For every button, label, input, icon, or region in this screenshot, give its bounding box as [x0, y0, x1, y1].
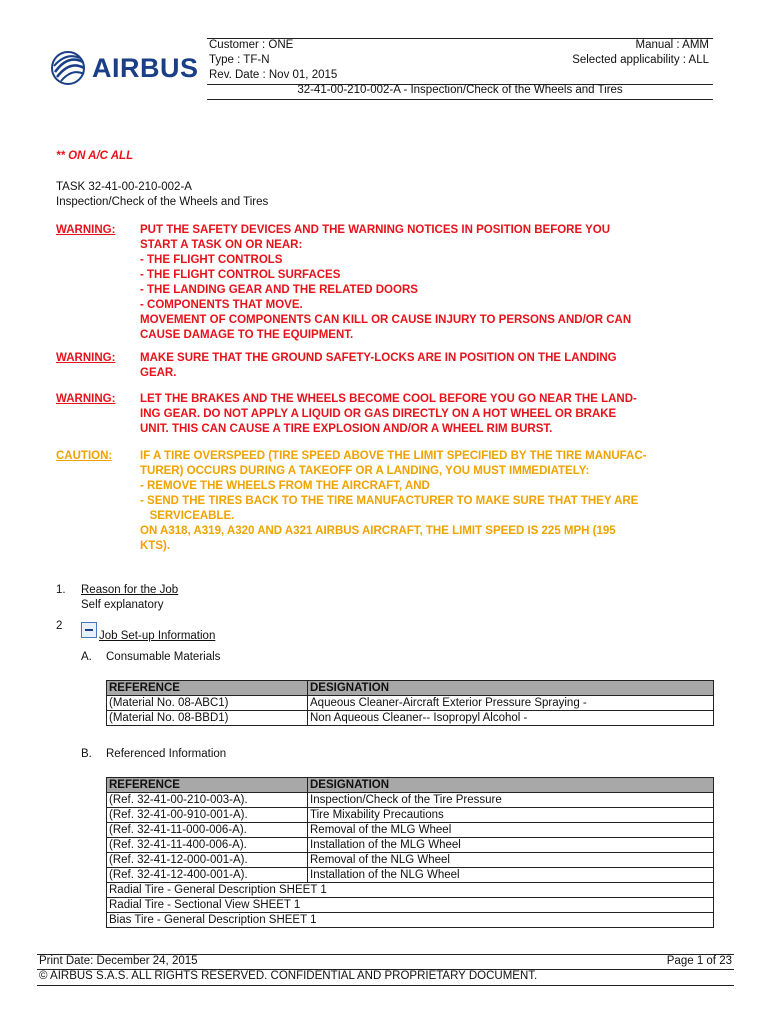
- table-cell[interactable]: Radial Tire - Sectional View SHEET 1: [107, 898, 714, 913]
- applicability-field: Selected applicability : ALL: [572, 54, 709, 66]
- page-number: Page 1 of 23: [666, 955, 732, 967]
- table-cell[interactable]: (Ref. 32-41-00-210-003-A).: [107, 793, 308, 808]
- column-header: REFERENCE: [107, 778, 308, 793]
- consumable-materials-table: [106, 680, 714, 726]
- table-row: [107, 913, 714, 928]
- rev-date-field: Rev. Date : Nov 01, 2015: [209, 69, 338, 81]
- table-cell[interactable]: (Ref. 32-41-00-910-001-A).: [107, 808, 308, 823]
- warning-label: WARNING:: [56, 352, 116, 364]
- table-row: [107, 853, 714, 868]
- manual-field: Manual : AMM: [635, 39, 709, 51]
- warning-line: MOVEMENT OF COMPONENTS CAN KILL OR CAUSE INJURY TO PERSONS AND/OR CAN: [140, 314, 632, 326]
- table-cell[interactable]: Radial Tire - General Description SHEET 1: [107, 883, 714, 898]
- caution-label: CAUTION:: [56, 450, 113, 462]
- referenced-information-table: [106, 777, 714, 928]
- section-1-text: Self explanatory: [81, 599, 164, 611]
- warning-line: PUT THE SAFETY DEVICES AND THE WARNING NOTICES IN POSITION BEFORE YOU: [140, 224, 611, 236]
- section-1-number: 1.: [56, 584, 66, 596]
- table-row: [107, 696, 714, 711]
- warning-line: - THE FLIGHT CONTROL SURFACES: [140, 269, 341, 281]
- warning-line: LET THE BRAKES AND THE WHEELS BECOME COOL BEFORE YOU GO NEAR THE LAND-: [140, 393, 637, 405]
- warning-label: WARNING:: [56, 224, 116, 236]
- section-2-number: 2: [56, 620, 63, 632]
- task-name: Inspection/Check of the Wheels and Tires: [56, 196, 269, 208]
- table-header-row: [107, 681, 714, 696]
- print-date: Print Date: December 24, 2015: [39, 955, 198, 967]
- table-cell: (Material No. 08-ABC1): [107, 696, 308, 711]
- table-row: [107, 823, 714, 838]
- table-row: [107, 838, 714, 853]
- table-cell[interactable]: (Ref. 32-41-12-400-001-A).: [107, 868, 308, 883]
- caution-line: ON A318, A319, A320 AND A321 AIRBUS AIRCRAFT, THE LIMIT SPEED IS 225 MPH (195: [140, 525, 616, 537]
- warning-line: - COMPONENTS THAT MOVE.: [140, 299, 303, 311]
- column-header: REFERENCE: [107, 681, 308, 696]
- collapse-icon[interactable]: [81, 622, 97, 638]
- customer-field: Customer : ONE: [209, 39, 294, 51]
- type-field: Type : TF-N: [209, 54, 270, 66]
- warning-line: - THE LANDING GEAR AND THE RELATED DOORS: [140, 284, 418, 296]
- table-cell: Removal of the NLG Wheel: [308, 853, 714, 868]
- table-cell: Aqueous Cleaner-Aircraft Exterior Pressure Spraying -: [308, 696, 714, 711]
- table-cell: Non Aqueous Cleaner-- Isopropyl Alcohol -: [308, 711, 714, 726]
- airbus-wordmark: AIRBUS: [92, 53, 199, 83]
- table-cell: Installation of the NLG Wheel: [308, 868, 714, 883]
- table-cell: Removal of the MLG Wheel: [308, 823, 714, 838]
- warning-line: CAUSE DAMAGE TO THE EQUIPMENT.: [140, 329, 354, 341]
- table-row: [107, 793, 714, 808]
- table-header-row: [107, 778, 714, 793]
- caution-line: - REMOVE THE WHEELS FROM THE AIRCRAFT, AND: [140, 480, 430, 492]
- warning-line: ING GEAR. DO NOT APPLY A LIQUID OR GAS DIRECTLY ON A HOT WHEEL OR BRAKE: [140, 408, 617, 420]
- caution-line: SERVICEABLE.: [140, 510, 235, 522]
- column-header: DESIGNATION: [308, 778, 714, 793]
- table-row: [107, 711, 714, 726]
- warning-line: UNIT. THIS CAN CAUSE A TIRE EXPLOSION AND/OR A WHEEL RIM BURST.: [140, 423, 553, 435]
- table-cell[interactable]: (Ref. 32-41-11-000-006-A).: [107, 823, 308, 838]
- warning-label: WARNING:: [56, 393, 116, 405]
- airbus-globe-icon: [50, 50, 90, 86]
- table-row: [107, 808, 714, 823]
- section-1-title[interactable]: Reason for the Job: [81, 584, 179, 596]
- caution-line: - SEND THE TIRES BACK TO THE TIRE MANUFACTURER TO MAKE SURE THAT THEY ARE: [140, 495, 639, 507]
- warning-line: START A TASK ON OR NEAR:: [140, 239, 303, 251]
- table-row: [107, 883, 714, 898]
- applicability-note: ** ON A/C ALL: [56, 150, 134, 162]
- warning-line: GEAR.: [140, 367, 177, 379]
- caution-line: TURER) OCCURS DURING A TAKEOFF OR A LANDING, YOU MUST IMMEDIATELY:: [140, 465, 590, 477]
- warning-line: - THE FLIGHT CONTROLS: [140, 254, 283, 266]
- copyright-notice: © AIRBUS S.A.S. ALL RIGHTS RESERVED. CONFIDENTIAL AND PROPRIETARY DOCUMENT.: [39, 970, 538, 982]
- table-cell[interactable]: Bias Tire - General Description SHEET 1: [107, 913, 714, 928]
- subsection-a-letter: A.: [81, 651, 92, 663]
- table-cell: Inspection/Check of the Tire Pressure: [308, 793, 714, 808]
- table-row: [107, 898, 714, 913]
- table-cell: (Material No. 08-BBD1): [107, 711, 308, 726]
- caution-line: KTS).: [140, 540, 171, 552]
- caution-line: IF A TIRE OVERSPEED (TIRE SPEED ABOVE THE LIMIT SPECIFIED BY THE TIRE MANUFAC-: [140, 450, 647, 462]
- table-cell: Tire Mixability Precautions: [308, 808, 714, 823]
- table-row: [107, 868, 714, 883]
- airbus-logo: [50, 50, 200, 86]
- task-number: TASK 32-41-00-210-002-A: [56, 181, 192, 193]
- table-cell[interactable]: (Ref. 32-41-11-400-006-A).: [107, 838, 308, 853]
- section-2-title[interactable]: Job Set-up Information: [99, 630, 216, 642]
- warning-line: MAKE SURE THAT THE GROUND SAFETY-LOCKS ARE IN POSITION ON THE LANDING: [140, 352, 617, 364]
- subsection-b-letter: B.: [81, 748, 92, 760]
- table-cell: Installation of the MLG Wheel: [308, 838, 714, 853]
- table-cell[interactable]: (Ref. 32-41-12-000-001-A).: [107, 853, 308, 868]
- column-header: DESIGNATION: [308, 681, 714, 696]
- subsection-a-title: Consumable Materials: [106, 651, 221, 663]
- subsection-b-title: Referenced Information: [106, 748, 227, 760]
- header-task-title: 32-41-00-210-002-A - Inspection/Check of the Wheels and Tires: [297, 84, 623, 96]
